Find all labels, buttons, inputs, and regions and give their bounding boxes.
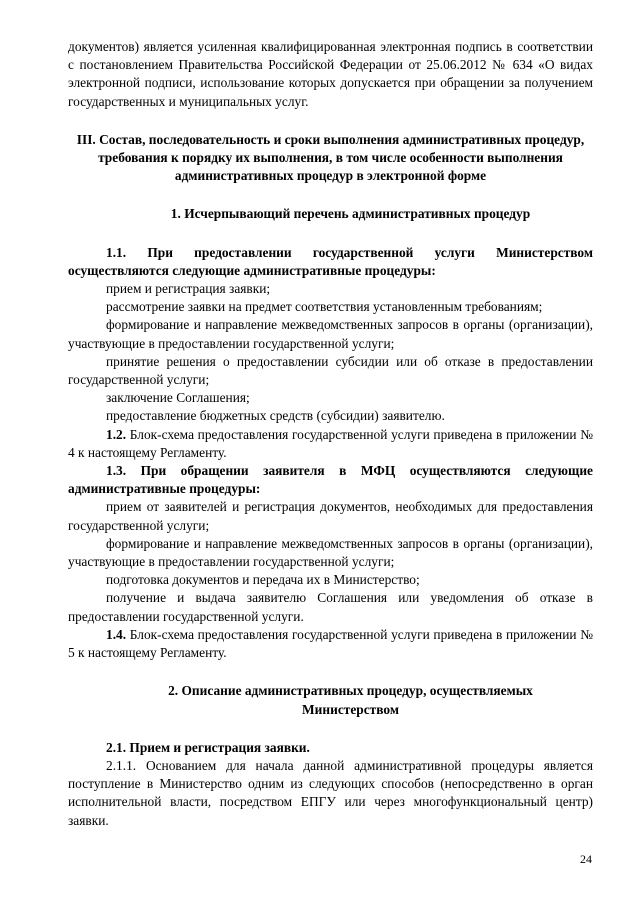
list-item: предоставление бюджетных средств (субсидии) заявителю.: [106, 408, 445, 424]
list-item: принятие решения о предоставлении субсидии или об отказе в предоставлении государственной услуги;: [68, 353, 593, 388]
list-item: рассмотрение заявки на предмет соответствия установленным требованиям;: [106, 299, 543, 315]
list-item: подготовка документов и передача их в Министерство;: [106, 572, 420, 588]
item-1-2-text: Блок-схема предоставления государственной услуги приведена в приложении № 4 к настоящему Регламенту.: [68, 426, 593, 460]
list-item: формирование и направление межведомственных запросов в органы (организации), участвующие в предоставлении государственной услуги;: [68, 317, 593, 351]
item-1-4-number: 1.4.: [106, 626, 127, 642]
paragraph-continuation: документов) является усиленная квалифицированная электронная подпись в соответствии с постановлением Правительства Российской Федерации от 25.06.2012 № 634 «О видах электронной подписи, использование которых допускается при обращении за получением государственных и муниципальных услуг.: [68, 39, 593, 109]
item-1-3: [68, 462, 593, 498]
page-body: [68, 38, 593, 830]
item-2-1-1: 2.1.1. Основанием для начала данной административной процедуры является поступление в Министерство одним из следующих способов (непосредственно в орган исполнительной власти, посредством ЕПГУ или через многофункциональный центр) заявки.: [68, 757, 593, 828]
subsection-2-heading-line-2: Министерством: [302, 701, 399, 717]
item-1-3-number: 1.3.: [106, 463, 127, 479]
list-item: прием от заявителей и регистрация документов, необходимых для предоставления государственной услуги;: [68, 499, 593, 533]
subsection-1-heading: 1. Исчерпывающий перечень административных процедур: [170, 206, 531, 222]
item-1-1-text: При предоставлении государственной услуги Министерством осуществляются следующие административные процедуры:: [68, 244, 593, 278]
item-1-1-number: 1.1.: [106, 244, 127, 260]
list-item: прием и регистрация заявки;: [106, 281, 271, 297]
item-1-4-text: Блок-схема предоставления государственной услуги приведена в приложении № 5 к настоящему Регламенту.: [68, 626, 593, 661]
item-1-2: [68, 426, 593, 462]
item-2-1-heading: 2.1. Прием и регистрация заявки.: [106, 739, 310, 755]
section-3-heading: III. Состав, последовательность и сроки выполнения административных процедур, требования к порядку их выполнения, в том числе особенности выполнения административных процедур в электронной форме: [76, 131, 585, 184]
page-number: 24: [580, 852, 592, 866]
list-item: формирование и направление межведомственных запросов в органы (организации), участвующие в предоставлении государственной услуги;: [68, 535, 593, 570]
list-item: заключение Соглашения;: [106, 390, 250, 406]
item-1-4: [68, 626, 593, 662]
item-1-1: [68, 244, 593, 280]
item-1-2-number: 1.2.: [106, 426, 127, 442]
list-item: получение и выдача заявителю Соглашения или уведомления об отказе в предоставлении государственной услуги.: [68, 590, 593, 624]
subsection-2-heading-line-1: 2. Описание административных процедур, осуществляемых: [168, 683, 533, 699]
item-1-3-text: При обращении заявителя в МФЦ осуществляются следующие административные процедуры:: [68, 463, 593, 497]
